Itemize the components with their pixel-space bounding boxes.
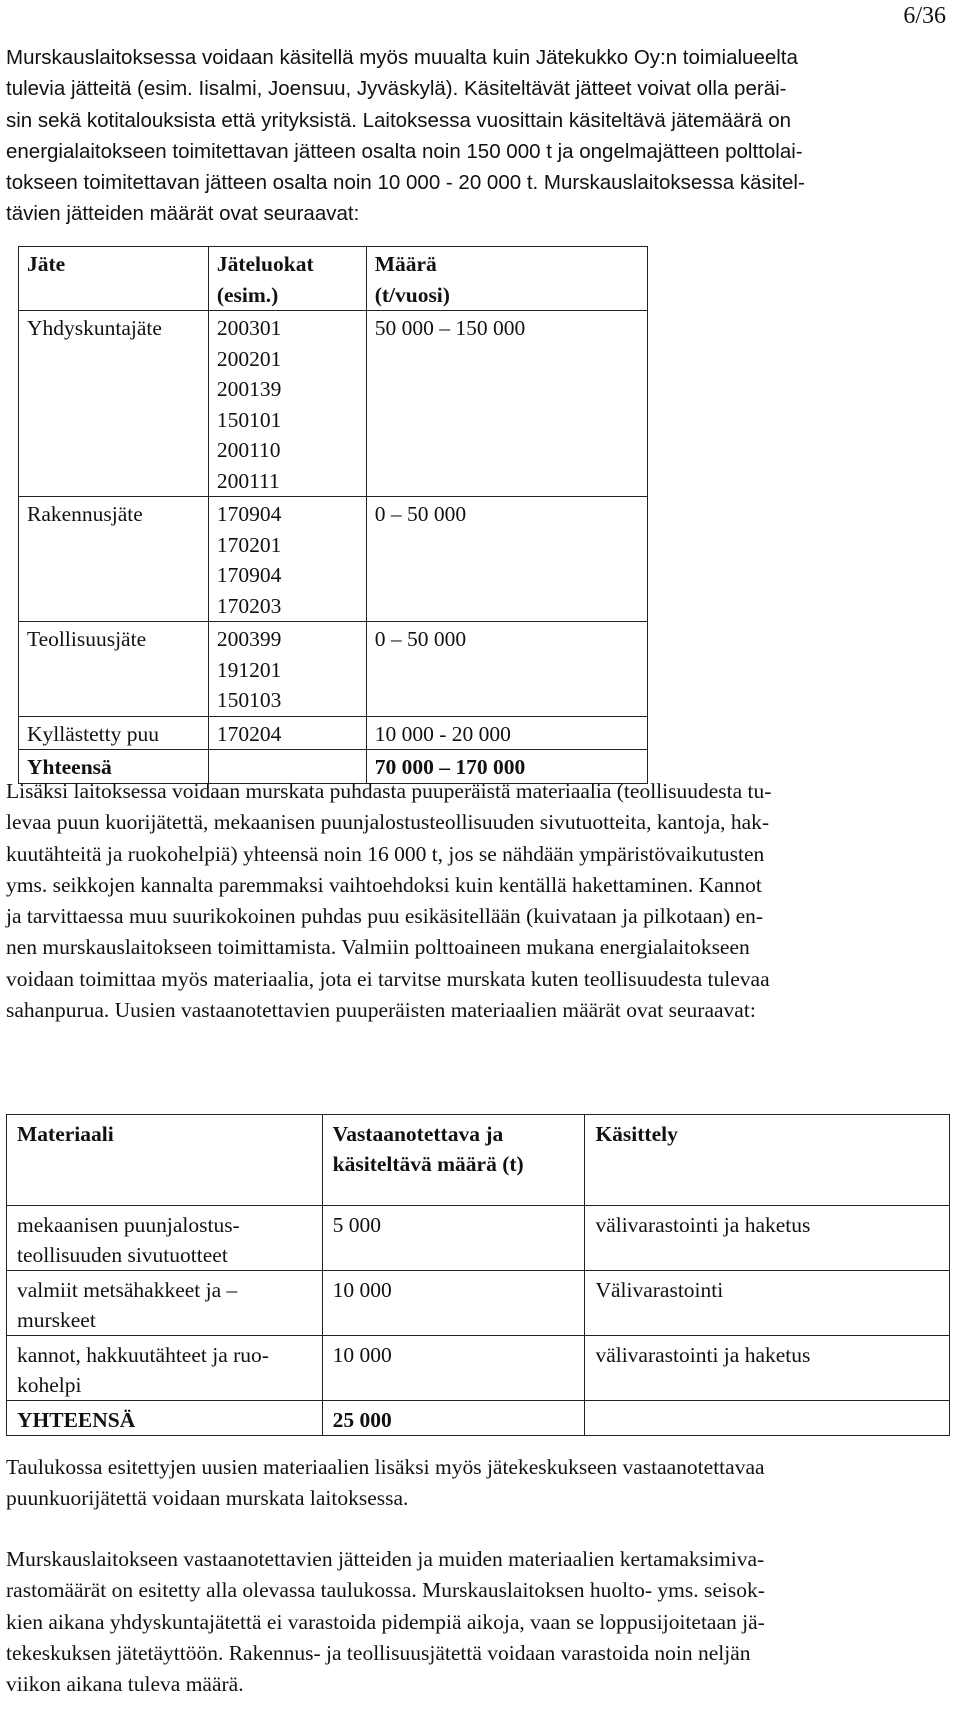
- material-name: kannot, hakkuutähteet ja ruo- kohelpi: [7, 1336, 323, 1401]
- total-label: Yhteensä: [19, 750, 209, 784]
- material-handling: välivarastointi ja haketus: [585, 1336, 950, 1401]
- waste-name: Teollisuusjäte: [19, 622, 209, 717]
- text-line: tekeskuksen jätetäyttöön. Rakennus- ja teollisuusjätettä voidaan varastoida noin neljän: [6, 1640, 751, 1665]
- waste-codes: 200399 191201 150103: [208, 622, 366, 717]
- page-number: 6/36: [903, 3, 946, 29]
- total-label: YHTEENSÄ: [7, 1401, 323, 1436]
- waste-name: Rakennusjäte: [19, 497, 209, 622]
- table-row: [7, 1206, 950, 1271]
- text-line: tokseen toimitettavan jätteen osalta noin 10 000 - 20 000 t. Murskauslaitoksessa käsitel-: [6, 171, 805, 195]
- text-line: tävien jätteiden määrät ovat seuraavat:: [6, 202, 360, 226]
- text-line: sahanpurua. Uusien vastaanotettavien puuperäisten materiaalien määrät ovat seuraavat:: [6, 998, 756, 1023]
- table-total-row: [7, 1401, 950, 1436]
- text-line: ja tarvittaessa muu suurikokoinen puhdas puu esikäsitellään (kuivataan ja pilkotaan) en-: [6, 904, 764, 929]
- text-line: levaa puun kuorijätettä, mekaanisen puunjalostusteollisuuden sivutuotteita, kantoja, hak-: [6, 810, 770, 835]
- table-row: [19, 311, 648, 497]
- material-amount: 10 000: [322, 1271, 585, 1336]
- waste-amount: 50 000 – 150 000: [366, 311, 647, 497]
- waste-name: Yhdyskuntajäte: [19, 311, 209, 497]
- total-empty-cell: [585, 1401, 950, 1436]
- total-amount: 25 000: [322, 1401, 585, 1436]
- header-waste-classes: Jäteluokat (esim.): [208, 247, 366, 311]
- material-amount: 10 000: [322, 1336, 585, 1401]
- paragraph-3: [6, 1452, 952, 1515]
- material-amount: 5 000: [322, 1206, 585, 1271]
- wood-paragraph: [6, 776, 952, 1026]
- table-row: [19, 622, 648, 717]
- material-name: valmiit metsähakkeet ja – murskeet: [7, 1271, 323, 1336]
- text-line: sin sekä kotitalouksista että yrityksistä. Laitoksessa vuosittain käsiteltävä jätemäärä on: [6, 108, 792, 132]
- table-row: [19, 497, 648, 622]
- table-header-row: [7, 1115, 950, 1206]
- table-row: [7, 1336, 950, 1401]
- waste-table: [18, 246, 648, 784]
- material-table: [6, 1114, 950, 1436]
- text-line: puunkuorijätettä voidaan murskata laitoksessa.: [6, 1486, 409, 1511]
- header-material: Materiaali: [7, 1115, 323, 1206]
- waste-amount: 0 – 50 000: [366, 497, 647, 622]
- material-handling: välivarastointi ja haketus: [585, 1206, 950, 1271]
- text-line: Lisäksi laitoksessa voidaan murskata puhdasta puuperäistä materiaalia (teollisuudesta tu-: [6, 779, 772, 803]
- text-line: Murskauslaitoksessa voidaan käsitellä myös muualta kuin Jätekukko Oy:n toimialueelta: [6, 46, 798, 69]
- text-line: yms. seikkojen kannalta paremmaksi vaihtoehdoksi kuin kentällä hakettaminen. Kannot: [6, 872, 762, 897]
- waste-codes: 170204: [208, 716, 366, 750]
- waste-name: Kyllästetty puu: [19, 716, 209, 750]
- table-row: [19, 716, 648, 750]
- total-amount: 70 000 – 170 000: [366, 750, 647, 784]
- waste-codes: 200301 200201 200139 150101 200110 200111: [208, 311, 366, 497]
- text-line: voidaan toimittaa myös materiaalia, jota ei tarvitse murskata kuten teollisuudesta tulevaa: [6, 966, 770, 991]
- header-waste: Jäte: [19, 247, 209, 311]
- paragraph-4: [6, 1544, 952, 1700]
- waste-amount: 0 – 50 000: [366, 622, 647, 717]
- waste-codes: 170904 170201 170904 170203: [208, 497, 366, 622]
- material-name: mekaanisen puunjalostus- teollisuuden sivutuotteet: [7, 1206, 323, 1271]
- text-line: viikon aikana tuleva määrä.: [6, 1672, 244, 1697]
- text-line: energialaitokseen toimitettavan jätteen osalta noin 150 000 t ja ongelmajätteen polttolai-: [6, 139, 803, 163]
- text-line: Taulukossa esitettyjen uusien materiaalien lisäksi myös jätekeskukseen vastaanotettavaa: [6, 1455, 765, 1479]
- table-row: [7, 1271, 950, 1336]
- text-line: kien aikana yhdyskuntajätettä ei varastoida pidempiä aikoja, vaan se loppusijoitetaan jä-: [6, 1609, 765, 1634]
- table-header-row: [19, 247, 648, 311]
- waste-amount: 10 000 - 20 000: [366, 716, 647, 750]
- header-amount: Määrä (t/vuosi): [366, 247, 647, 311]
- text-line: rastomäärät on esitetty alla olevassa taulukossa. Murskauslaitoksen huolto- yms. seisok-: [6, 1578, 765, 1603]
- header-quantity: Vastaanotettava ja käsiteltävä määrä (t): [322, 1115, 585, 1206]
- material-handling: Välivarastointi: [585, 1271, 950, 1336]
- text-line: tulevia jätteitä (esim. Iisalmi, Joensuu, Jyväskylä). Käsiteltävät jätteet voivat olla peräi-: [6, 77, 787, 101]
- header-handling: Käsittely: [585, 1115, 950, 1206]
- intro-paragraph: [6, 42, 952, 230]
- text-line: nen murskauslaitokseen toimittamista. Valmiin polttoaineen mukana energialaitokseen: [6, 935, 750, 960]
- text-line: kuutähteitä ja ruokohelpiä) yhteensä noin 16 000 t, jos se nähdään ympäristövaikutusten: [6, 841, 765, 866]
- text-line: Murskauslaitokseen vastaanotettavien jätteiden ja muiden materiaalien kertamaksimiva-: [6, 1547, 765, 1571]
